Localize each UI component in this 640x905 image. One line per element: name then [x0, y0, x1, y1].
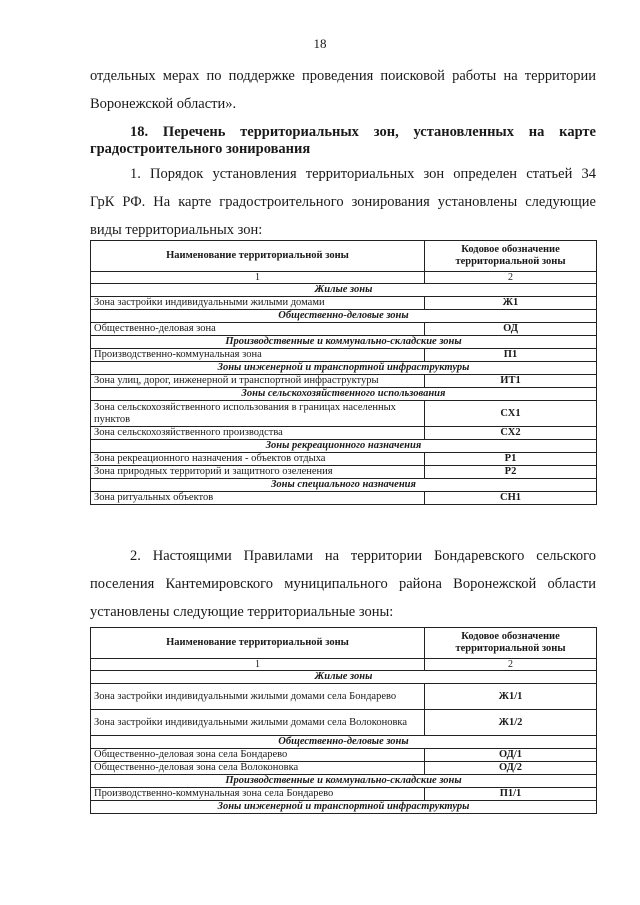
zone-name: Общественно-деловая зона села Бондарево [91, 749, 425, 762]
section-heading [90, 124, 596, 158]
zone-code: Ж1/2 [425, 710, 597, 736]
zone-group-label: Общественно-деловые зоны [91, 736, 597, 749]
table-row [91, 492, 597, 505]
zone-code: П1 [425, 349, 597, 362]
zone-group-row [91, 310, 597, 323]
table-row [91, 401, 597, 427]
zone-group-row [91, 440, 597, 453]
table-row [91, 453, 597, 466]
table-row [91, 323, 597, 336]
zone-group-label: Зоны сельскохозяйственного использования [91, 388, 597, 401]
zone-group-row [91, 801, 597, 814]
paragraph-line: виды территориальных зон: [90, 222, 263, 238]
zone-code: Р2 [425, 466, 597, 479]
zone-code: П1/1 [425, 788, 597, 801]
table-row [91, 710, 597, 736]
zone-name: Зона сельскохозяйственного производства [91, 427, 425, 440]
zone-name: Зона рекреационного назначения - объектов отдыха [91, 453, 425, 466]
paragraph-line: 2. Настоящими Правилами на территории Бондаревского сельского [130, 548, 596, 564]
zone-group-label: Общественно-деловые зоны [91, 310, 597, 323]
header-zone-code: Кодовое обозначение территориальной зоны [425, 241, 597, 272]
zone-name: Зона застройки индивидуальными жилыми домами [91, 297, 425, 310]
table-header-row [91, 628, 597, 659]
zone-name: Производственно-коммунальная зона [91, 349, 425, 362]
zone-group-row [91, 479, 597, 492]
zone-group-row [91, 284, 597, 297]
header-zone-code: Кодовое обозначение территориальной зоны [425, 628, 597, 659]
intro-line: отдельных мерах по поддержке проведения поисковой работы на территории [90, 68, 596, 84]
zone-code: Р1 [425, 453, 597, 466]
zone-code: СХ1 [425, 401, 597, 427]
zone-group-row [91, 775, 597, 788]
column-number: 2 [425, 659, 597, 671]
zone-name: Зона застройки индивидуальными жилыми домами села Бондарево [91, 684, 425, 710]
zone-group-label: Производственные и коммунально-складские зоны [91, 336, 597, 349]
header-zone-name: Наименование территориальной зоны [91, 628, 425, 659]
table-row [91, 788, 597, 801]
paragraph-line: ГрК РФ. На карте градостроительного зонирования установлены следующие [90, 194, 596, 210]
zone-group-label: Зоны специального назначения [91, 479, 597, 492]
zone-code: ОД/1 [425, 749, 597, 762]
table-row [91, 297, 597, 310]
zone-group-label: Жилые зоны [91, 284, 597, 297]
zone-group-label: Производственные и коммунально-складские зоны [91, 775, 597, 788]
zone-group-row [91, 671, 597, 684]
zone-code: ИТ1 [425, 375, 597, 388]
zone-name: Зона улиц, дорог, инженерной и транспортной инфраструктуры [91, 375, 425, 388]
column-number: 2 [425, 272, 597, 284]
zone-group-label: Жилые зоны [91, 671, 597, 684]
section-heading-line: 18. Перечень территориальных зон, установленных на карте [130, 124, 596, 140]
zones-table-2 [90, 627, 597, 814]
intro-line: Воронежской области». [90, 96, 237, 112]
table-row [91, 427, 597, 440]
table-row [91, 749, 597, 762]
zone-code: Ж1 [425, 297, 597, 310]
zone-code: СН1 [425, 492, 597, 505]
zone-group-row [91, 388, 597, 401]
zone-name: Зона застройки индивидуальными жилыми домами села Волоконовка [91, 710, 425, 736]
zone-code: Ж1/1 [425, 684, 597, 710]
paragraph-line: установлены следующие территориальные зоны: [90, 604, 394, 620]
table-row [91, 375, 597, 388]
zone-code: СХ2 [425, 427, 597, 440]
header-zone-name: Наименование территориальной зоны [91, 241, 425, 272]
table-row [91, 684, 597, 710]
zone-name: Зона ритуальных объектов [91, 492, 425, 505]
zones-table-1 [90, 240, 597, 505]
table-row [91, 762, 597, 775]
paragraph-2 [90, 542, 596, 626]
paragraph-line: 1. Порядок установления территориальных зон определен статьей 34 [130, 166, 596, 182]
zone-code: ОД/2 [425, 762, 597, 775]
table-row [91, 466, 597, 479]
table-header-row [91, 241, 597, 272]
column-number: 1 [91, 272, 425, 284]
zone-group-label: Зоны инженерной и транспортной инфраструктуры [91, 801, 597, 814]
intro-paragraph [90, 62, 596, 118]
zone-name: Зона природных территорий и защитного озеленения [91, 466, 425, 479]
zone-group-row [91, 336, 597, 349]
section-heading-line: градостроительного зонирования [90, 141, 311, 157]
column-number-row [91, 659, 597, 671]
zone-name: Общественно-деловая зона [91, 323, 425, 336]
zone-name: Зона сельскохозяйственного использования в границах населенных пунктов [91, 401, 425, 427]
table-row [91, 349, 597, 362]
zone-name: Производственно-коммунальная зона села Бондарево [91, 788, 425, 801]
zone-group-label: Зоны рекреационного назначения [91, 440, 597, 453]
page-number: 18 [313, 36, 327, 51]
paragraph-line: поселения Кантемировского муниципального района Воронежской области [90, 576, 596, 592]
zone-group-label: Зоны инженерной и транспортной инфраструктуры [91, 362, 597, 375]
zone-name: Общественно-деловая зона села Волоконовка [91, 762, 425, 775]
zone-code: ОД [425, 323, 597, 336]
column-number-row [91, 272, 597, 284]
column-number: 1 [91, 659, 425, 671]
paragraph-1 [90, 160, 596, 244]
zone-group-row [91, 736, 597, 749]
zone-group-row [91, 362, 597, 375]
